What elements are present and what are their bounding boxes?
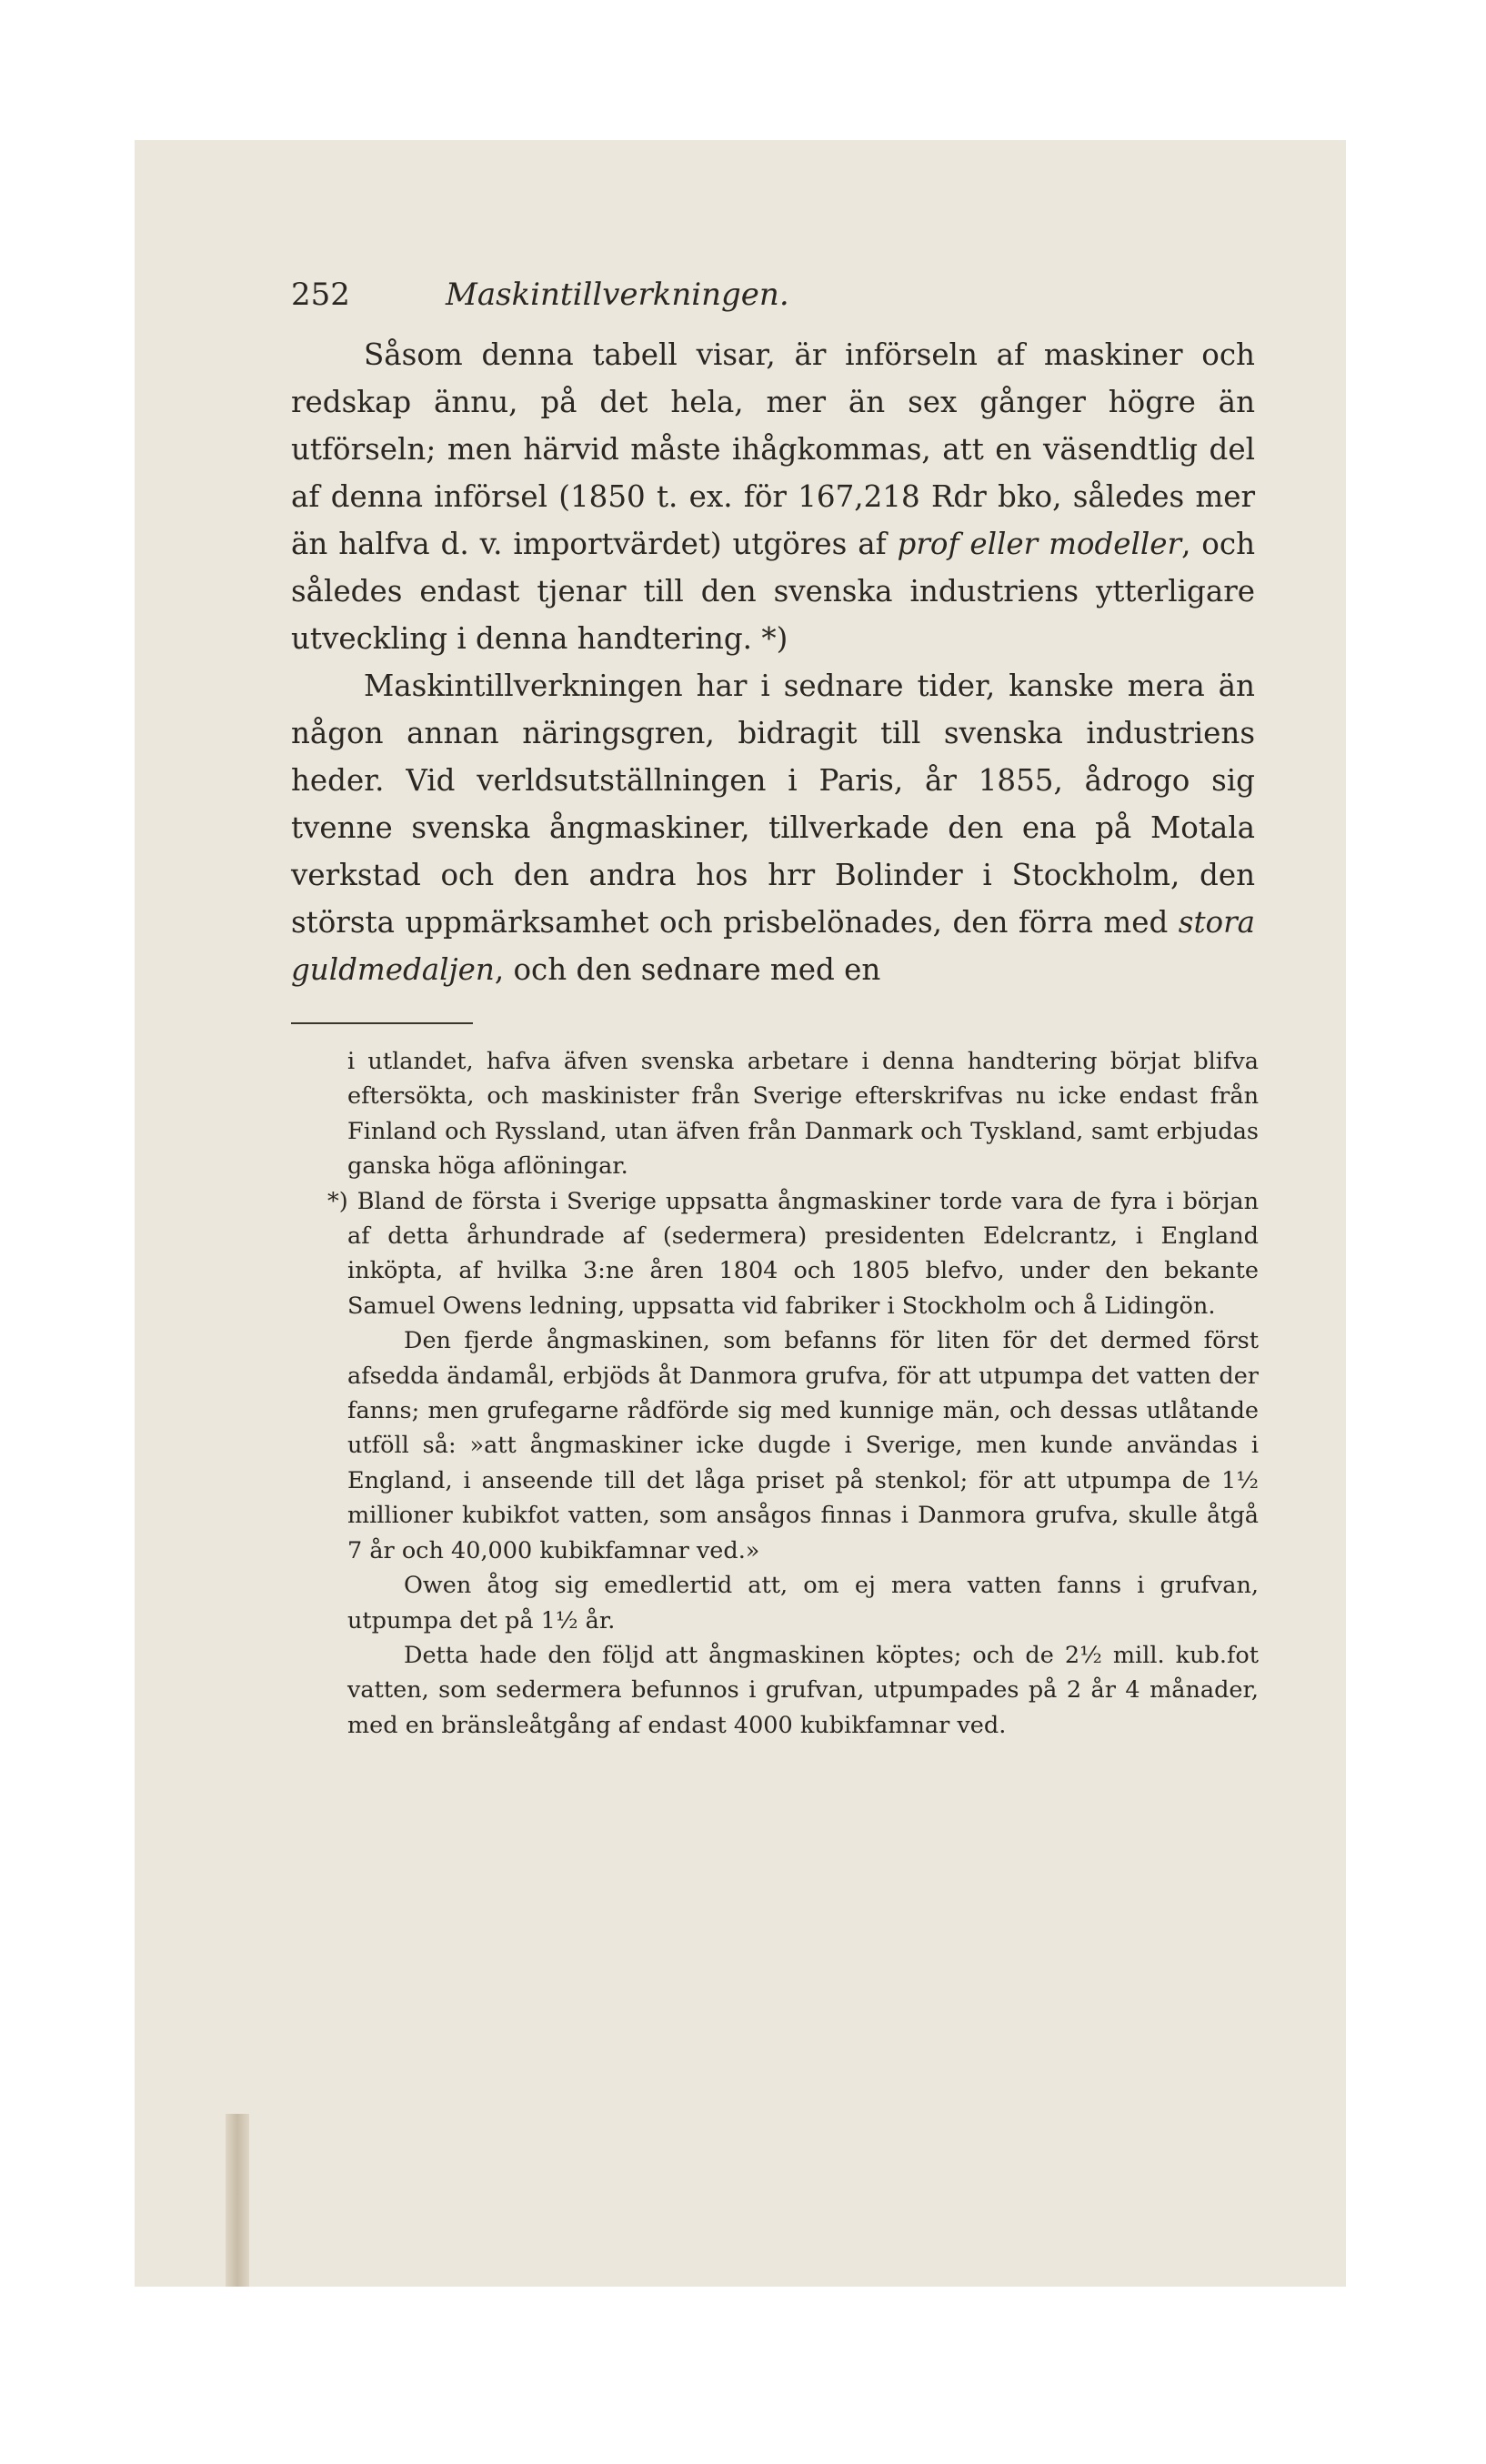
body-paragraph-1-italic: prof eller modeller: [897, 527, 1182, 561]
body-paragraph-1: [291, 331, 1255, 662]
page-number: 252: [291, 277, 350, 313]
footnote-3: Owen åtog sig emedlertid att, om ej mera vatten fanns i grufvan, utpumpa det på 1½ år.: [347, 1572, 1259, 1634]
footnote-2: Den fjerde ångmaskinen, som befanns för liten för det dermed först afsedda ändamål, erbjöds åt Danmora grufva, för att utpumpa det vatten der fanns; men grufegarne rådförde sig med kunnige män, och dessas utlåtande utföll så: »att ångmaskiner icke dugde i Sverige, men kunde användas i England, i anseende till det låga priset på stenkol; för att utpumpa de 1½ millioner kubikfot vatten, som ansågos finnas i Danmora grufva, skulle åtgå 7 år och 40,000 kubikfamnar ved.»: [347, 1327, 1259, 1564]
page-edge-stain: [226, 2114, 249, 2287]
footnote-4: Detta hade den följd att ångmaskinen köptes; och de 2½ mill. kub.fot vatten, som sedermera befunnos i grufvan, utpumpades på 2 år 4 månader, med en bränsleåtgång af endast 4000 kubikfamnar ved.: [347, 1641, 1259, 1739]
body-paragraph-1-text-b: , och således endast tjenar till den svenska industriens ytterligare utveckling i denna handtering. *): [291, 527, 1255, 656]
body-paragraph-2: [291, 662, 1255, 993]
footnote-1: *) Bland de första i Sverige uppsatta ångmaskiner torde vara de fyra i början af detta århundrade af (sedermera) presidenten Edelcrantz, i England inköpta, af hvilka 3:ne åren 1804 och 1805 blefvo, under den bekante Samuel Owens ledning, uppsatta vid fabriker i Stockholm och å Lidingön.: [327, 1187, 1259, 1320]
body-paragraph-2-italic: stora guldmedaljen: [291, 905, 1255, 987]
footnotes: [291, 1044, 1259, 1743]
body-paragraph-2-text-b: , och den sednare med en: [494, 952, 881, 987]
footnote-separator: [291, 1022, 473, 1024]
body-paragraph-1-text-a: Såsom denna tabell visar, är införseln af maskiner och redskap ännu, på det hela, mer än sex gånger högre än utförseln; men härvid måste ihågkommas, att en väsendtlig del af denna införsel (1850 t. ex. för 167,218 Rdr bko, således mer än halfva d. v. importvärdet) utgöres af: [291, 337, 1255, 561]
scanned-page: [135, 140, 1346, 2287]
body-paragraph-2-text-a: Maskintillverkningen har i sednare tider, kanske mera än någon annan näringsgren, bidragit till svenska industriens heder. Vid verldsutställningen i Paris, år 1855, ådrogo sig tvenne svenska ångmaskiner, tillverkade den ena på Motala verkstad och den andra hos hrr Bolinder i Stockholm, den största uppmärksamhet och prisbelönades, den förra med: [291, 669, 1255, 940]
page-header: [291, 277, 1255, 331]
footnote-continuation: i utlandet, hafva äfven svenska arbetare i denna handtering börjat blifva eftersökta, och maskinister från Sverige efterskrifvas nu icke endast från Finland och Ryssland, utan äfven från Danmark och Tyskland, samt erbjudas ganska höga aflöningar.: [347, 1048, 1259, 1181]
text-block: [291, 277, 1259, 1743]
running-head: Maskintillverkningen.: [446, 277, 789, 313]
